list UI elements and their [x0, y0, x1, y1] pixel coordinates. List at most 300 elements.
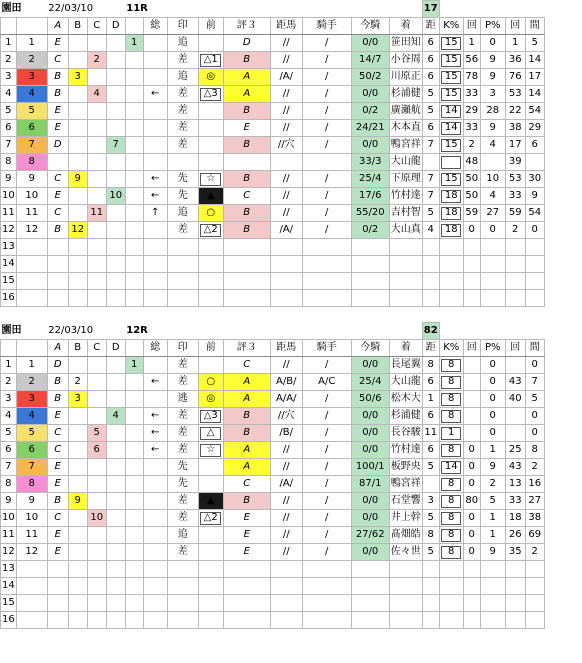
k-rate-cell: [463, 578, 480, 595]
dist-cell: 8: [439, 442, 463, 459]
count-cell: 9: [480, 544, 505, 561]
jockey-stat-cell: 0/0: [351, 408, 389, 425]
p-rate-cell: 35: [505, 544, 525, 561]
jockey-cell: 川原正: [389, 69, 422, 86]
table-row: [1, 374, 545, 391]
front-cell: B: [223, 103, 270, 120]
p-rate-cell: 17: [505, 137, 525, 154]
count-cell: 1: [480, 510, 505, 527]
k-rate-cell: [463, 561, 480, 578]
finish-cell: [422, 154, 439, 171]
jockey-cell: 大山真: [389, 222, 422, 239]
finish-cell: [422, 256, 439, 273]
p-rate-cell: 59: [505, 205, 525, 222]
header-cell: P%: [480, 18, 505, 35]
table-row: [1, 391, 545, 408]
extra-cell: [125, 442, 143, 459]
rank-b-cell: 3: [68, 69, 87, 86]
rank-d-cell: [106, 239, 125, 256]
eval-cell: [270, 578, 302, 595]
extra-cell: [125, 256, 143, 273]
rank-a-cell: [47, 256, 68, 273]
rank-c-cell: 2: [87, 52, 106, 69]
extra-cell: [125, 205, 143, 222]
rank-a-cell: [47, 595, 68, 612]
horse-number-cell: 1: [16, 357, 47, 374]
horse-number-cell: 1: [16, 35, 47, 52]
header-cell: 騎手: [302, 18, 351, 35]
count2-cell: [525, 578, 544, 595]
eval-cell: [270, 273, 302, 290]
mark-cell: [198, 290, 223, 307]
finish-cell: [422, 273, 439, 290]
race-table-12r: [0, 322, 545, 629]
dist-cell: 8: [439, 374, 463, 391]
rank-c-cell: [87, 357, 106, 374]
header-cell: 印: [167, 18, 198, 35]
dist-horse-cell: /: [302, 52, 351, 69]
mark-cell: △3: [198, 408, 223, 425]
rank-c-cell: [87, 527, 106, 544]
row-index-cell: 4: [1, 86, 17, 103]
count-cell: [480, 256, 505, 273]
table-row: [1, 442, 545, 459]
jockey-cell: 長尾翼: [389, 357, 422, 374]
row-index-cell: 1: [1, 357, 17, 374]
jockey-stat-cell: 0/0: [351, 493, 389, 510]
finish-cell: 6: [422, 52, 439, 69]
dist-horse-cell: /: [302, 544, 351, 561]
dist-cell: 15: [439, 86, 463, 103]
race-date: 22/03/10: [48, 2, 94, 14]
mark-cell: ◎: [198, 391, 223, 408]
dist-horse-cell: /: [302, 222, 351, 239]
dist-horse-cell: [302, 612, 351, 629]
front-cell: A: [223, 459, 270, 476]
rank-a-cell: D: [47, 357, 68, 374]
count2-cell: 17: [525, 69, 544, 86]
p-rate-cell: 22: [505, 103, 525, 120]
dist-horse-cell: /: [302, 442, 351, 459]
rank-d-cell: [106, 561, 125, 578]
dist-horse-cell: /: [302, 510, 351, 527]
dist-horse-cell: /: [302, 391, 351, 408]
count-cell: 0: [480, 374, 505, 391]
rank-b-cell: [68, 527, 87, 544]
mark-cell: [198, 273, 223, 290]
header-cell: D: [106, 340, 125, 357]
style-cell: 先: [167, 171, 198, 188]
front-cell: [223, 239, 270, 256]
extra-cell: [125, 154, 143, 171]
dist-horse-cell: /: [302, 459, 351, 476]
race-sheet-11r: [0, 0, 545, 307]
p-rate-cell: [505, 612, 525, 629]
horse-number-cell: 2: [16, 52, 47, 69]
rank-a-cell: C: [47, 442, 68, 459]
jockey-stat-cell: 55/20: [351, 205, 389, 222]
jockey-stat-cell: 0/2: [351, 222, 389, 239]
dist-cell: 18: [439, 222, 463, 239]
header-cell: [1, 18, 17, 35]
count-cell: 0: [480, 391, 505, 408]
jockey-cell: 大山龍: [389, 374, 422, 391]
count-cell: 28: [480, 103, 505, 120]
arrow-cell: [143, 459, 167, 476]
rank-a-cell: B: [47, 493, 68, 510]
p-rate-cell: [505, 578, 525, 595]
mark-cell: [198, 527, 223, 544]
count-cell: [480, 239, 505, 256]
horse-number-cell: 6: [16, 120, 47, 137]
row-index-cell: 11: [1, 205, 17, 222]
eval-cell: //穴: [270, 408, 302, 425]
table-row: [1, 120, 545, 137]
rank-a-cell: [47, 154, 68, 171]
rank-c-cell: 6: [87, 442, 106, 459]
extra-cell: [125, 171, 143, 188]
header-cell: C: [87, 340, 106, 357]
count-cell: 27: [480, 205, 505, 222]
table-row: [1, 239, 545, 256]
front-cell: [223, 612, 270, 629]
eval-cell: //: [270, 527, 302, 544]
rank-c-cell: [87, 374, 106, 391]
p-rate-cell: 43: [505, 374, 525, 391]
jockey-stat-cell: 0/0: [351, 544, 389, 561]
extra-cell: [125, 425, 143, 442]
mark-cell: ☆: [198, 442, 223, 459]
row-index-cell: 9: [1, 171, 17, 188]
header-cell: 間: [525, 18, 544, 35]
jockey-stat-cell: 50/2: [351, 69, 389, 86]
style-cell: [167, 239, 198, 256]
race-badge: 82: [422, 323, 439, 340]
rank-d-cell: [106, 86, 125, 103]
eval-cell: //: [270, 188, 302, 205]
count2-cell: 0: [525, 425, 544, 442]
jockey-cell: 杉浦健: [389, 86, 422, 103]
k-rate-cell: 59: [463, 205, 480, 222]
front-cell: [223, 256, 270, 273]
mark-cell: △: [198, 425, 223, 442]
arrow-cell: [143, 510, 167, 527]
header-cell: 前: [198, 340, 223, 357]
count-cell: 5: [480, 493, 505, 510]
arrow-cell: [143, 357, 167, 374]
rank-c-cell: [87, 561, 106, 578]
finish-cell: 5: [422, 510, 439, 527]
mark-cell: ☆: [198, 171, 223, 188]
count-cell: [480, 290, 505, 307]
finish-cell: [422, 561, 439, 578]
style-cell: 差: [167, 86, 198, 103]
rank-b-cell: [68, 544, 87, 561]
count2-cell: 69: [525, 527, 544, 544]
count-cell: [480, 154, 505, 171]
dist-cell: 8: [439, 544, 463, 561]
style-cell: 差: [167, 357, 198, 374]
jockey-cell: [389, 561, 422, 578]
rank-c-cell: 11: [87, 205, 106, 222]
count-cell: 0: [480, 425, 505, 442]
dist-horse-cell: /: [302, 103, 351, 120]
front-cell: B: [223, 493, 270, 510]
rank-b-cell: [68, 408, 87, 425]
jockey-cell: 長谷駿: [389, 425, 422, 442]
table-row: [1, 188, 545, 205]
front-cell: [223, 290, 270, 307]
jockey-stat-cell: 25/4: [351, 171, 389, 188]
eval-cell: //穴: [270, 137, 302, 154]
k-rate-cell: 80: [463, 493, 480, 510]
style-cell: [167, 595, 198, 612]
race-date: 22/03/10: [48, 324, 94, 336]
row-index-cell: 10: [1, 188, 17, 205]
dist-horse-cell: /: [302, 188, 351, 205]
dist-cell: 18: [439, 205, 463, 222]
front-cell: E: [223, 510, 270, 527]
rank-c-cell: [87, 239, 106, 256]
front-cell: D: [223, 35, 270, 52]
p-rate-cell: 53: [505, 171, 525, 188]
eval-cell: //: [270, 510, 302, 527]
style-cell: 差: [167, 103, 198, 120]
rank-a-cell: E: [47, 459, 68, 476]
row-index-cell: 5: [1, 425, 17, 442]
p-rate-cell: [505, 595, 525, 612]
extra-cell: [125, 222, 143, 239]
mark-cell: [198, 103, 223, 120]
rank-a-cell: C: [47, 205, 68, 222]
rank-c-cell: [87, 290, 106, 307]
rank-c-cell: [87, 578, 106, 595]
mark-cell: [198, 544, 223, 561]
jockey-cell: 下原理: [389, 171, 422, 188]
dist-cell: [439, 578, 463, 595]
header-cell: 評３: [223, 340, 270, 357]
p-rate-cell: 43: [505, 459, 525, 476]
mark-cell: △2: [198, 510, 223, 527]
arrow-cell: [143, 476, 167, 493]
finish-cell: 4: [422, 222, 439, 239]
dist-cell: 15: [439, 171, 463, 188]
front-cell: B: [223, 425, 270, 442]
k-rate-cell: 50: [463, 171, 480, 188]
header-row: [1, 18, 545, 35]
style-cell: 差: [167, 120, 198, 137]
finish-cell: [422, 476, 439, 493]
rank-d-cell: [106, 120, 125, 137]
arrow-cell: ←: [143, 86, 167, 103]
dist-horse-cell: /: [302, 120, 351, 137]
rank-a-cell: [47, 239, 68, 256]
dist-cell: 15: [439, 52, 463, 69]
rank-d-cell: [106, 510, 125, 527]
rank-a-cell: E: [47, 120, 68, 137]
count2-cell: 54: [525, 205, 544, 222]
count2-cell: [525, 595, 544, 612]
k-rate-cell: [463, 239, 480, 256]
style-cell: 差: [167, 222, 198, 239]
rank-d-cell: [106, 357, 125, 374]
rank-b-cell: 2: [68, 374, 87, 391]
jockey-cell: [389, 239, 422, 256]
count2-cell: [525, 239, 544, 256]
header-cell: [1, 340, 17, 357]
horse-number-cell: 8: [16, 154, 47, 171]
extra-cell: [125, 459, 143, 476]
p-rate-cell: 26: [505, 527, 525, 544]
rank-c-cell: [87, 391, 106, 408]
p-rate-cell: 2: [505, 222, 525, 239]
jockey-cell: 木本直: [389, 120, 422, 137]
jockey-cell: [389, 273, 422, 290]
k-rate-cell: [463, 425, 480, 442]
dist-cell: 8: [439, 357, 463, 374]
style-cell: 先: [167, 188, 198, 205]
rank-b-cell: [68, 595, 87, 612]
k-rate-cell: 50: [463, 188, 480, 205]
rank-a-cell: B: [47, 222, 68, 239]
finish-cell: 6: [422, 35, 439, 52]
venue-label: 園田: [1, 324, 22, 336]
jockey-cell: 笹田知: [389, 35, 422, 52]
count2-cell: 38: [525, 510, 544, 527]
dist-horse-cell: /: [302, 357, 351, 374]
jockey-stat-cell: [351, 290, 389, 307]
horse-number-cell: [16, 256, 47, 273]
style-cell: 差: [167, 374, 198, 391]
extra-cell: 1: [125, 357, 143, 374]
dist-cell: 8: [439, 527, 463, 544]
jockey-stat-cell: [351, 561, 389, 578]
header-cell: 距: [422, 340, 439, 357]
jockey-cell: 髙畑皓: [389, 527, 422, 544]
mark-cell: △3: [198, 86, 223, 103]
row-index-cell: 16: [1, 612, 17, 629]
table-row: [1, 493, 545, 510]
p-rate-cell: [505, 239, 525, 256]
dist-cell: 14: [439, 459, 463, 476]
eval-cell: //: [270, 459, 302, 476]
jockey-stat-cell: [351, 612, 389, 629]
row-index-cell: 13: [1, 239, 17, 256]
jockey-cell: 石堂響: [389, 493, 422, 510]
count2-cell: 29: [525, 120, 544, 137]
count-cell: 9: [480, 69, 505, 86]
arrow-cell: [143, 273, 167, 290]
mark-cell: [198, 357, 223, 374]
rank-d-cell: [106, 171, 125, 188]
horse-number-cell: [16, 239, 47, 256]
count-cell: 4: [480, 188, 505, 205]
extra-cell: [125, 561, 143, 578]
finish-cell: 7: [422, 188, 439, 205]
row-index-cell: 12: [1, 222, 17, 239]
dist-cell: [439, 561, 463, 578]
rank-b-cell: [68, 103, 87, 120]
rank-b-cell: [68, 35, 87, 52]
count-cell: 1: [480, 442, 505, 459]
jockey-stat-cell: [351, 239, 389, 256]
row-index-cell: 15: [1, 273, 17, 290]
arrow-cell: ←: [143, 171, 167, 188]
style-cell: 差: [167, 137, 198, 154]
rank-a-cell: E: [47, 188, 68, 205]
horse-number-cell: 2: [16, 374, 47, 391]
header-cell: 今騎: [351, 340, 389, 357]
style-cell: 先: [167, 459, 198, 476]
p-rate-cell: 38: [505, 120, 525, 137]
extra-cell: [125, 527, 143, 544]
style-cell: 差: [167, 425, 198, 442]
dist-cell: 8: [439, 493, 463, 510]
dist-horse-cell: [302, 561, 351, 578]
eval-cell: //: [270, 120, 302, 137]
finish-cell: [422, 612, 439, 629]
row-index-cell: 4: [1, 408, 17, 425]
dist-cell: 8: [439, 510, 463, 527]
finish-cell: 5: [422, 205, 439, 222]
header-cell: 印: [167, 340, 198, 357]
horse-number-cell: 5: [16, 103, 47, 120]
table-row: [1, 205, 545, 222]
rank-c-cell: [87, 459, 106, 476]
style-cell: 差: [167, 493, 198, 510]
row-index-cell: 2: [1, 374, 17, 391]
rank-a-cell: E: [47, 544, 68, 561]
jockey-cell: 松木大: [389, 391, 422, 408]
k-rate-cell: 0: [463, 222, 480, 239]
table-row: [1, 154, 545, 171]
p-rate-cell: 36: [505, 52, 525, 69]
horse-number-cell: 12: [16, 544, 47, 561]
jockey-stat-cell: 0/0: [351, 35, 389, 52]
front-cell: C: [223, 357, 270, 374]
arrow-cell: [143, 290, 167, 307]
count-cell: 9: [480, 459, 505, 476]
rank-c-cell: [87, 103, 106, 120]
arrow-cell: ←: [143, 188, 167, 205]
count2-cell: 27: [525, 493, 544, 510]
k-rate-cell: 48: [463, 154, 480, 171]
rank-a-cell: C: [47, 425, 68, 442]
jockey-stat-cell: 24/21: [351, 120, 389, 137]
rank-d-cell: [106, 476, 125, 493]
horse-number-cell: 9: [16, 493, 47, 510]
arrow-cell: [143, 527, 167, 544]
jockey-cell: 大山龍: [389, 154, 422, 171]
finish-cell: 5: [422, 459, 439, 476]
finish-cell: 6: [422, 442, 439, 459]
rank-d-cell: [106, 612, 125, 629]
eval-cell: [270, 239, 302, 256]
dist-cell: [439, 239, 463, 256]
dist-horse-cell: /: [302, 86, 351, 103]
dist-horse-cell: /: [302, 476, 351, 493]
rank-a-cell: C: [47, 510, 68, 527]
count2-cell: 6: [525, 137, 544, 154]
arrow-cell: ←: [143, 442, 167, 459]
front-cell: C: [223, 188, 270, 205]
eval-cell: //: [270, 544, 302, 561]
rank-d-cell: [106, 544, 125, 561]
header-cell: 今騎: [351, 18, 389, 35]
extra-cell: [125, 408, 143, 425]
rank-b-cell: [68, 52, 87, 69]
finish-cell: 1: [422, 391, 439, 408]
